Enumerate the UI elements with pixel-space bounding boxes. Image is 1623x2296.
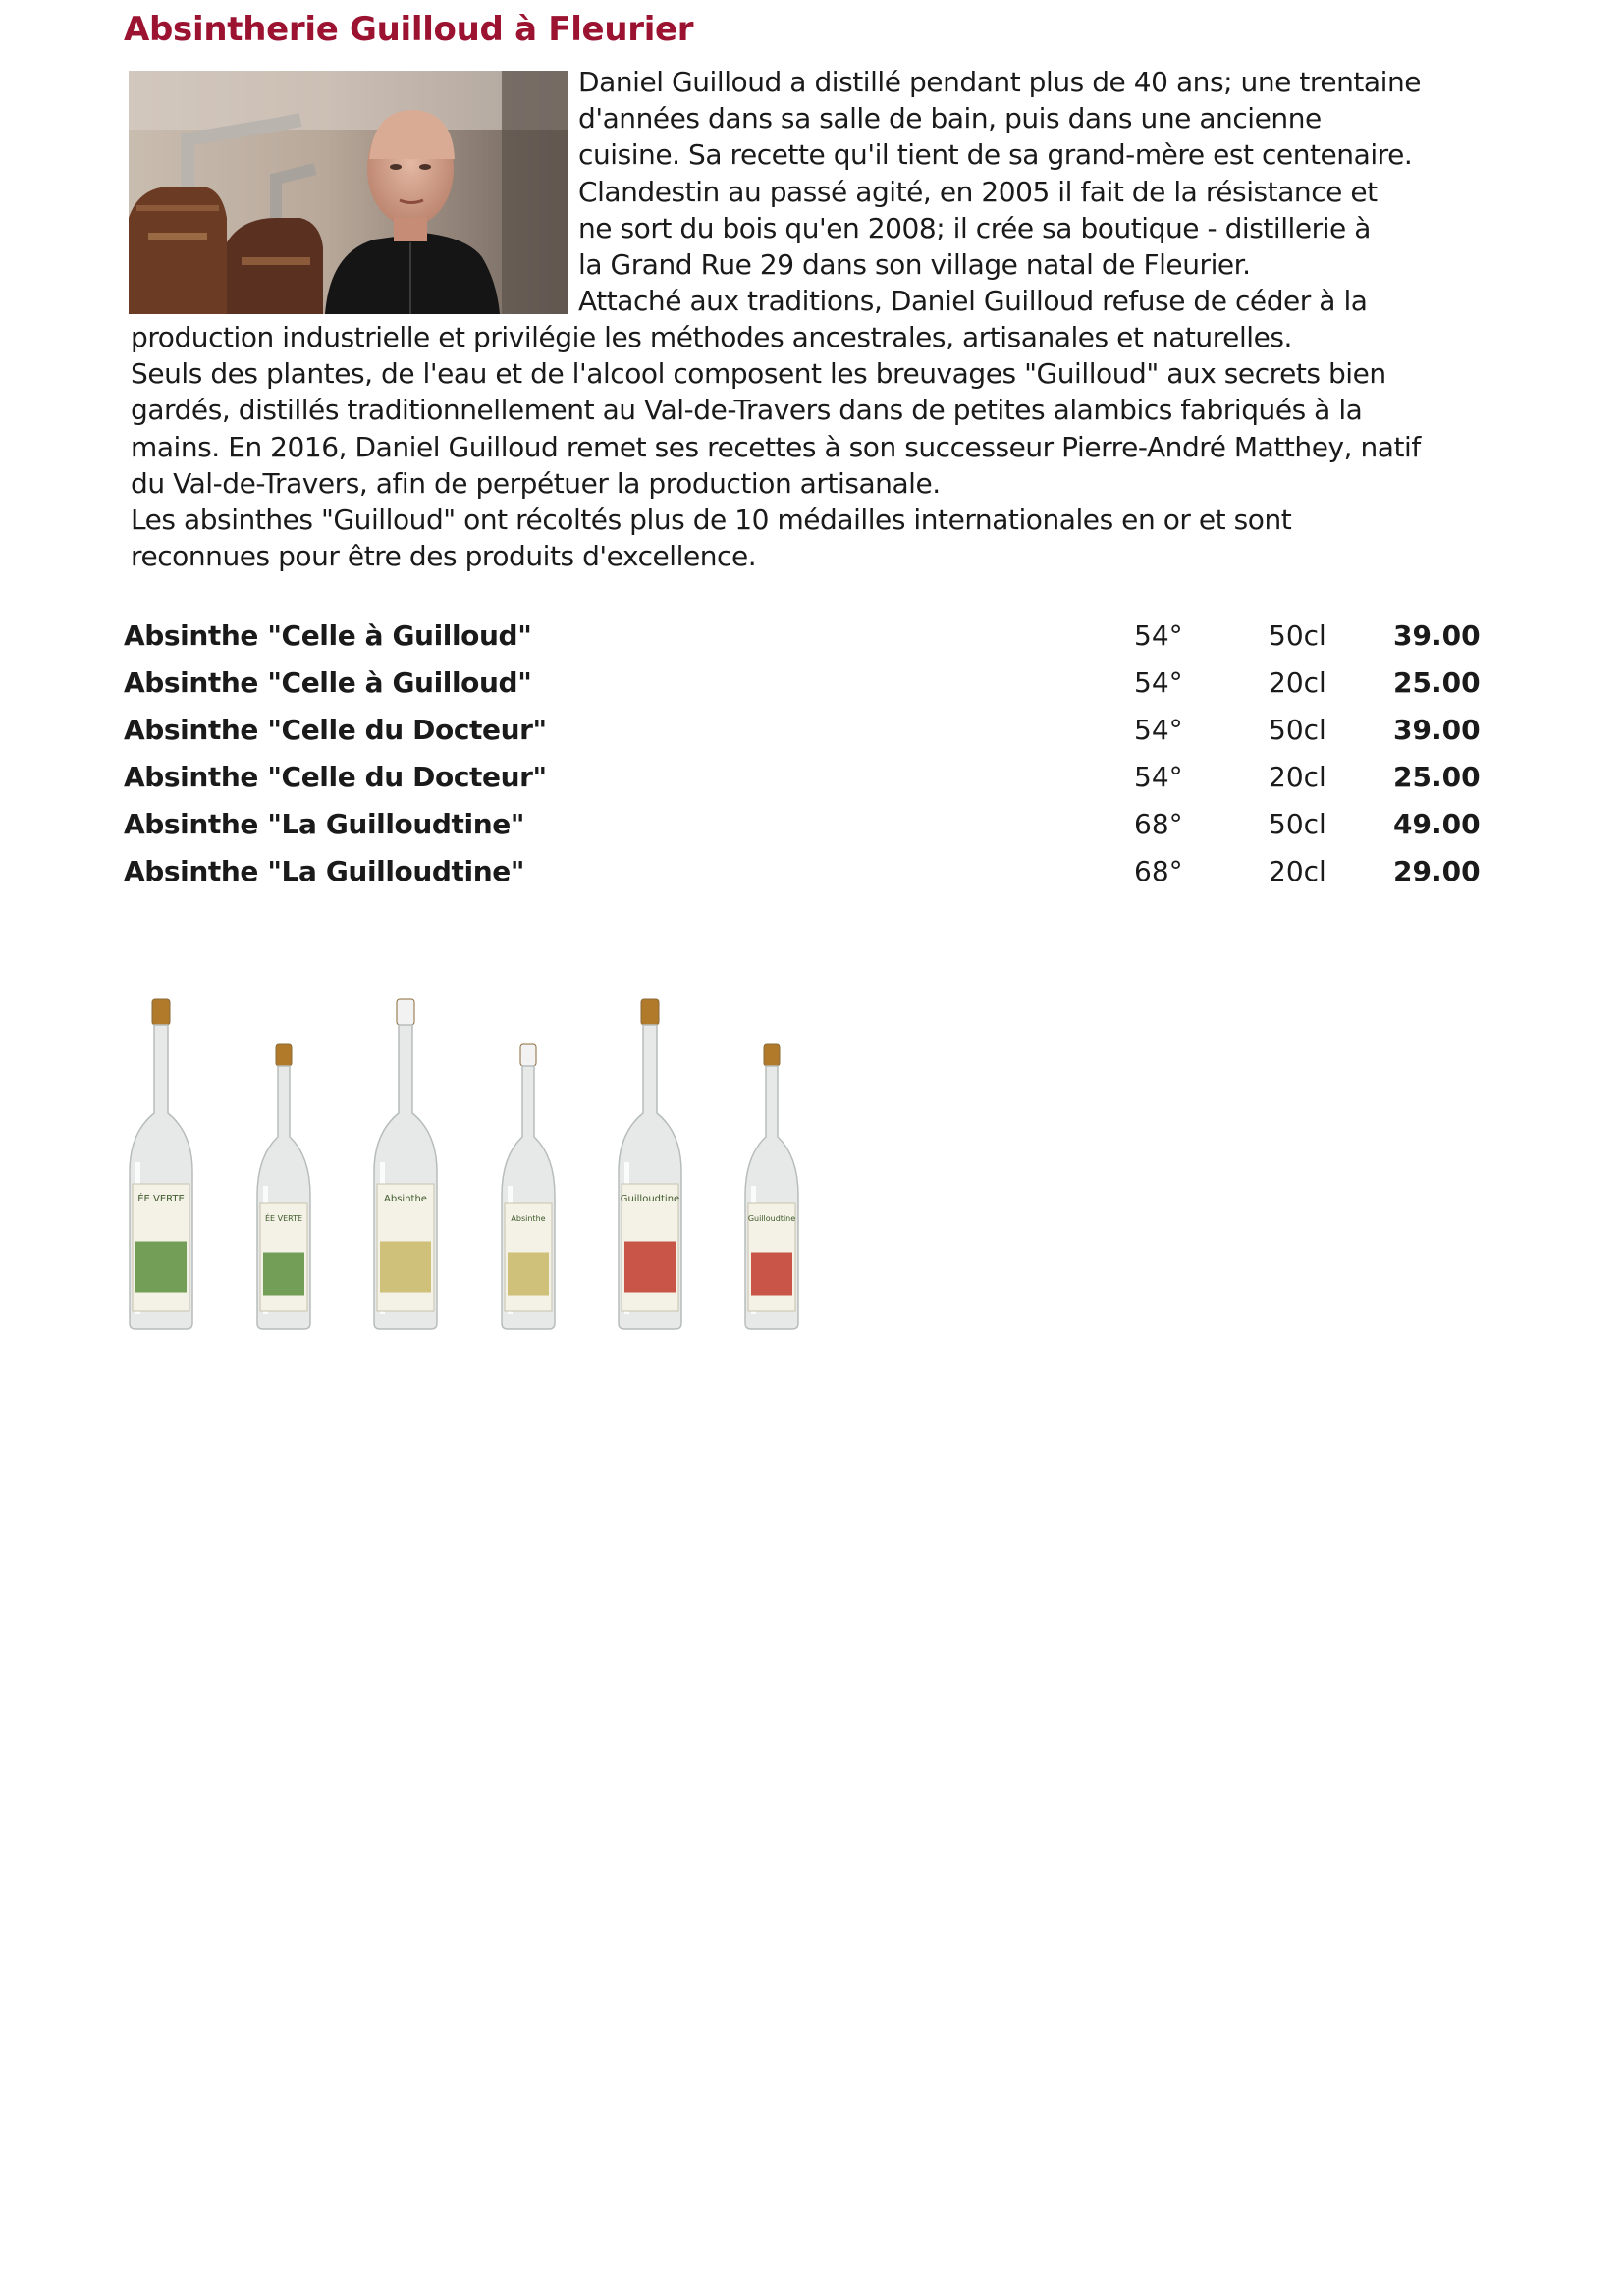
product-row — [124, 852, 1481, 891]
bottle-label-text: Absinthe — [384, 1194, 427, 1204]
intro-line: la Grand Rue 29 dans son village natal de Fleurier. — [578, 248, 1251, 281]
bottle-icon — [130, 999, 192, 1329]
product-volume: 20cl — [1269, 667, 1326, 699]
product-volume: 20cl — [1269, 761, 1326, 793]
product-price: 39.00 — [1393, 714, 1481, 746]
product-row — [124, 711, 1481, 750]
page-title: Absintherie Guilloud à Fleurier — [124, 10, 694, 49]
product-price: 49.00 — [1393, 808, 1481, 840]
product-row — [124, 758, 1481, 797]
intro-line: production industrielle et privilégie les méthodes ancestrales, artisanales et naturelles. — [131, 321, 1292, 353]
product-volume: 50cl — [1269, 619, 1326, 652]
product-degree: 68° — [1134, 855, 1183, 887]
intro-line: Attaché aux traditions, Daniel Guilloud refuse de céder à la — [578, 285, 1368, 317]
intro-line: Seuls des plantes, de l'eau et de l'alcool composent les breuvages "Guilloud" aux secrets bien — [131, 357, 1386, 390]
product-row — [124, 805, 1481, 844]
intro-line: du Val-de-Travers, afin de perpétuer la production artisanale. — [131, 467, 941, 500]
bottle-label-text: Guilloudtine — [747, 1214, 796, 1223]
intro-line: cuisine. Sa recette qu'il tient de sa grand-mère est centenaire. — [578, 138, 1413, 171]
product-degree: 68° — [1134, 808, 1183, 840]
product-volume: 50cl — [1269, 714, 1326, 746]
intro-line: gardés, distillés traditionnellement au Val-de-Travers dans de petites alambics fabriqués à la — [131, 394, 1363, 426]
intro-line: reconnues pour être des produits d'excellence. — [131, 540, 757, 572]
portrait-photo — [129, 71, 568, 314]
bottle-label-text: Guilloudtine — [620, 1194, 680, 1204]
bottle-label-text: ÉE VERTE — [264, 1214, 303, 1223]
bottle-icon — [502, 1044, 555, 1329]
bottle-icon — [257, 1044, 310, 1329]
bottle-label-text: Absinthe — [511, 1214, 546, 1223]
intro-line: Daniel Guilloud a distillé pendant plus de 40 ans; une trentaine — [578, 66, 1422, 98]
intro-line: Les absinthes "Guilloud" ont récoltés plus de 10 médailles internationales en or et sont — [131, 504, 1292, 536]
product-name: Absinthe "Celle du Docteur" — [124, 714, 547, 746]
portrait-photo-graphic — [129, 71, 568, 314]
bottle-icon — [745, 1044, 798, 1329]
intro-line: d'années dans sa salle de bain, puis dans une ancienne — [578, 102, 1322, 134]
intro-line: ne sort du bois qu'en 2008; il crée sa boutique - distillerie à — [578, 212, 1371, 244]
product-price: 29.00 — [1393, 855, 1481, 887]
bottles-photo — [124, 995, 821, 1339]
product-degree: 54° — [1134, 619, 1183, 652]
intro-line: mains. En 2016, Daniel Guilloud remet ses recettes à son successeur Pierre-André Matthey, natif — [131, 431, 1421, 463]
product-name: Absinthe "La Guilloudtine" — [124, 855, 525, 887]
product-row — [124, 664, 1481, 703]
product-volume: 50cl — [1269, 808, 1326, 840]
product-price: 39.00 — [1393, 619, 1481, 652]
product-row — [124, 616, 1481, 656]
product-price: 25.00 — [1393, 761, 1481, 793]
bottle-label-text: ÉE VERTE — [137, 1194, 185, 1204]
product-name: Absinthe "Celle du Docteur" — [124, 761, 547, 793]
intro-line: Clandestin au passé agité, en 2005 il fait de la résistance et — [578, 176, 1378, 208]
product-name: Absinthe "Celle à Guilloud" — [124, 667, 532, 699]
product-price: 25.00 — [1393, 667, 1481, 699]
product-degree: 54° — [1134, 667, 1183, 699]
product-degree: 54° — [1134, 714, 1183, 746]
bottle-icon — [374, 999, 437, 1329]
product-name: Absinthe "Celle à Guilloud" — [124, 619, 532, 652]
bottle-icon — [619, 999, 681, 1329]
product-volume: 20cl — [1269, 855, 1326, 887]
product-name: Absinthe "La Guilloudtine" — [124, 808, 525, 840]
bottles-illustration — [124, 995, 821, 1339]
product-degree: 54° — [1134, 761, 1183, 793]
